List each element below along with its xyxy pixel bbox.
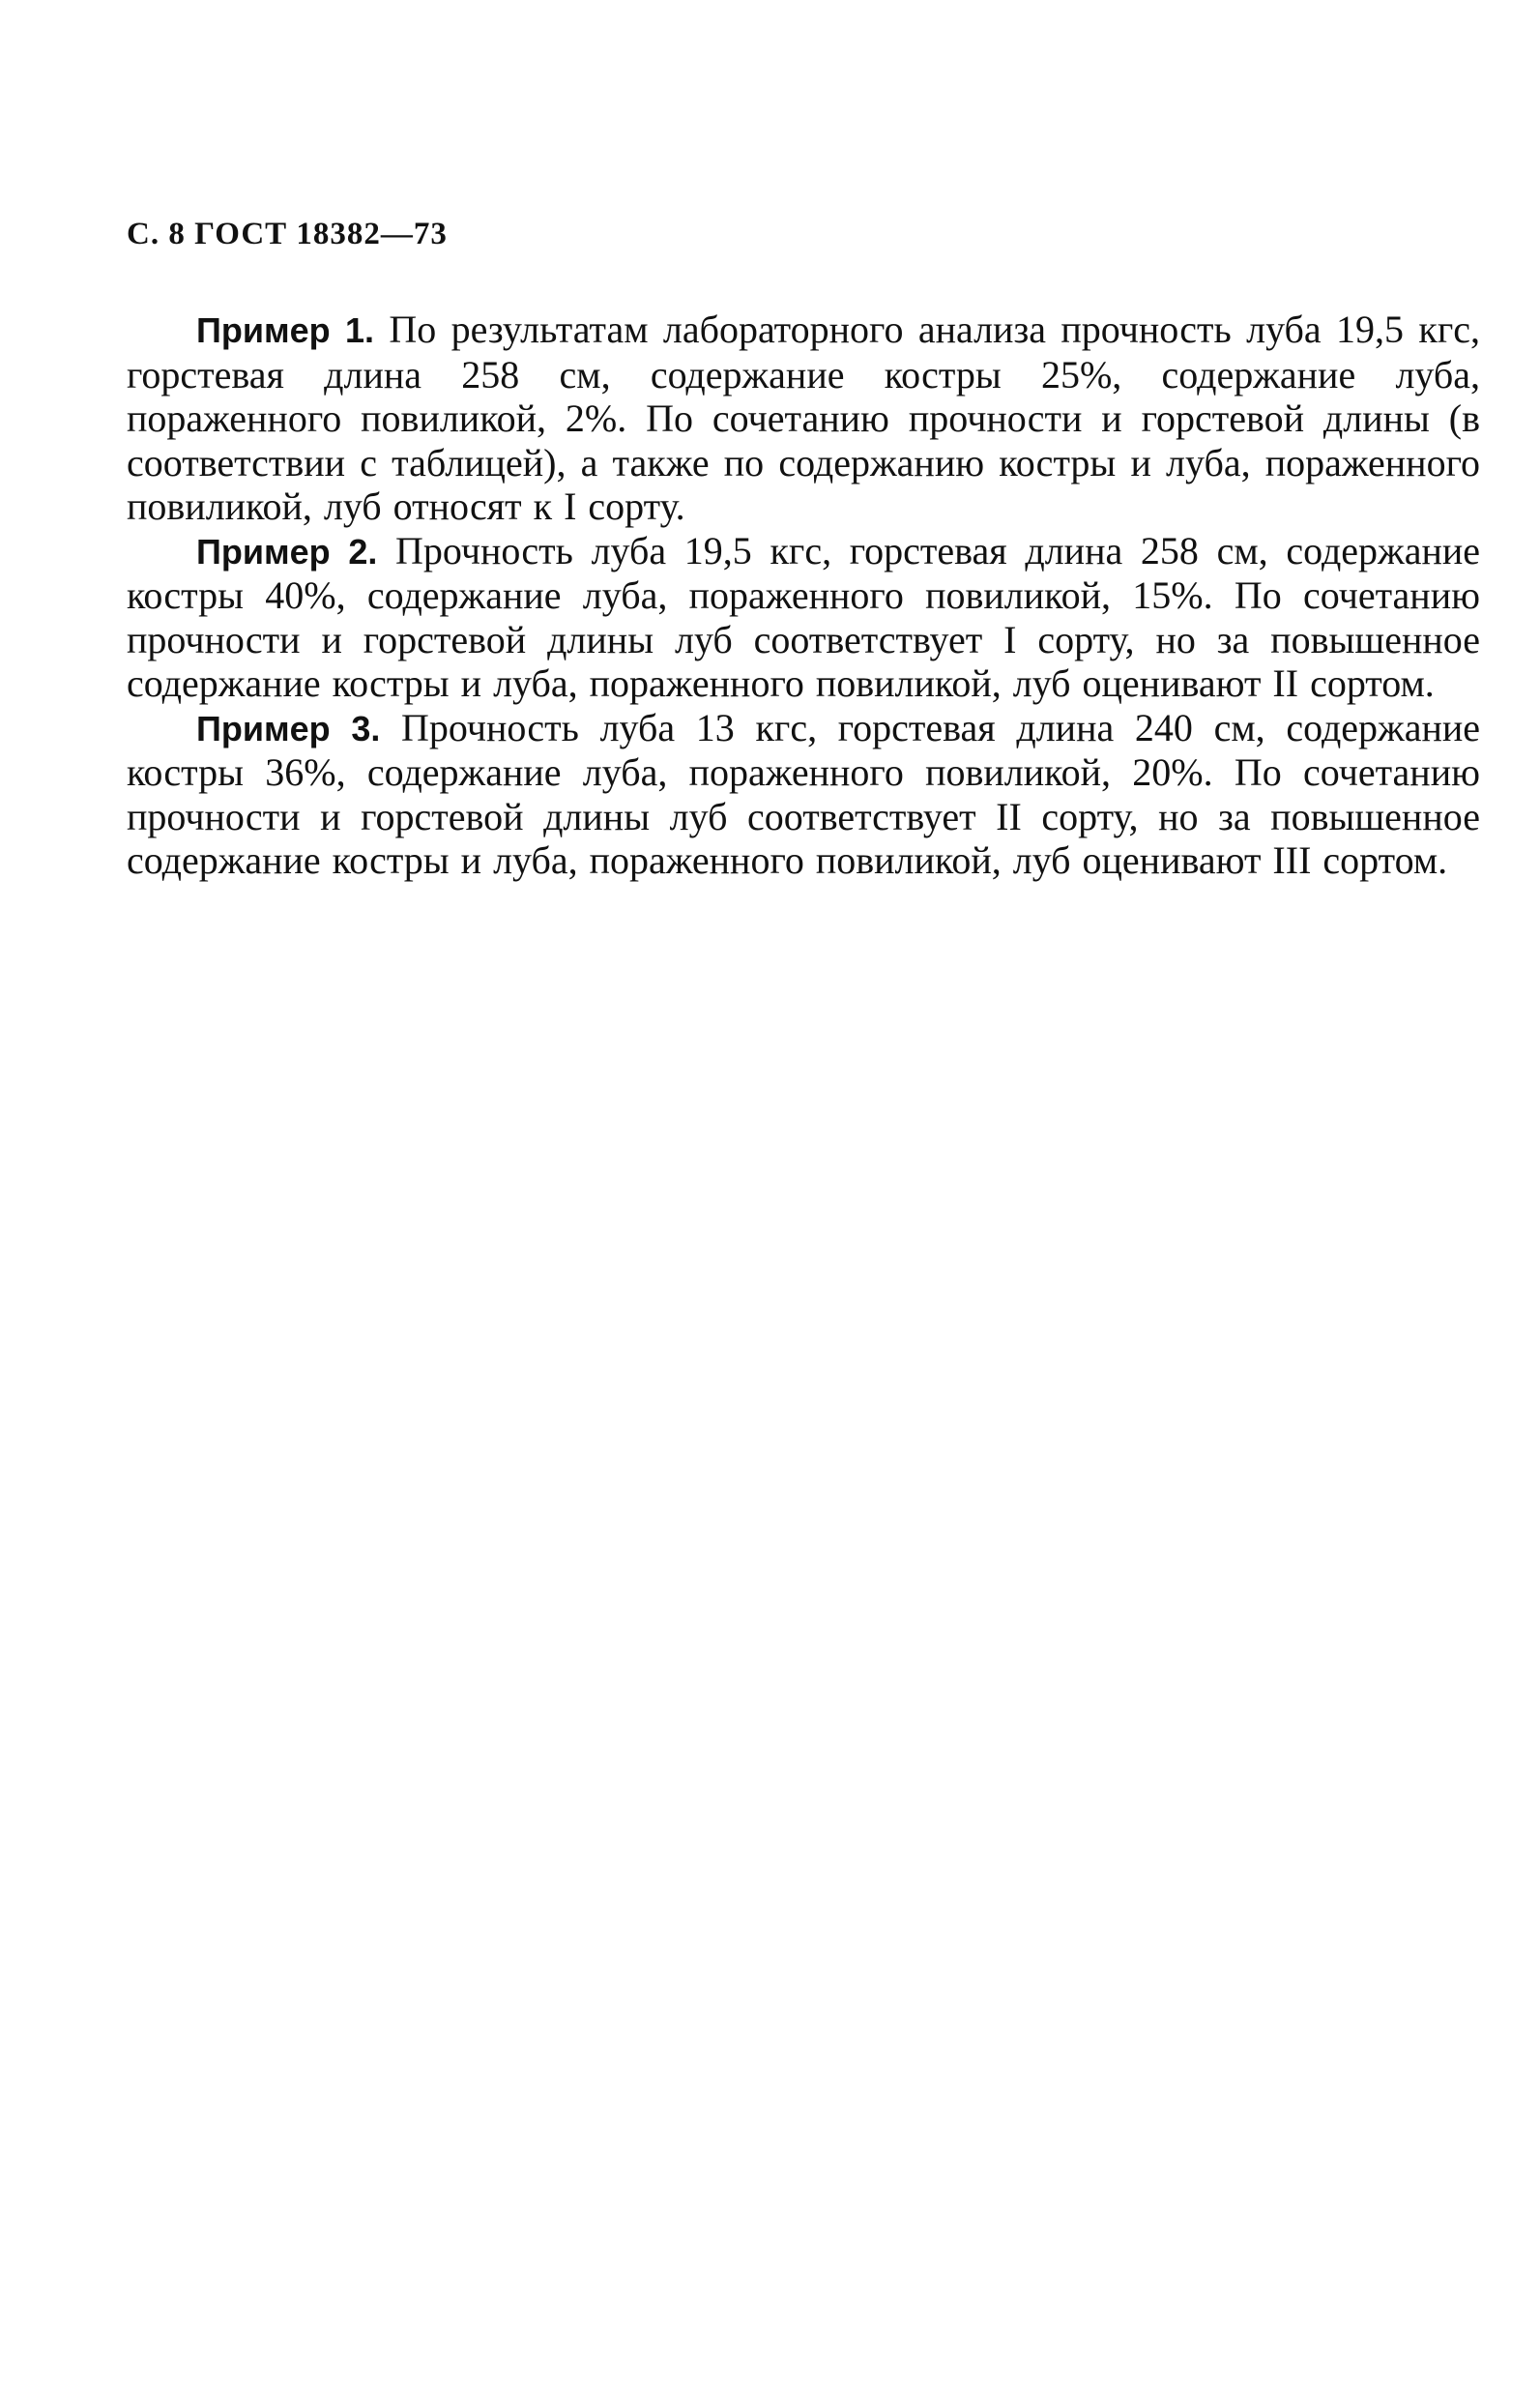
examples-section — [127, 308, 1480, 883]
page-header: С. 8 ГОСТ 18382—73 — [127, 217, 448, 251]
example-1-label: Пример 1. — [196, 310, 375, 350]
example-1-text: По результатам лабораторного анализа прочность луба 19,5 кгс, горстевая длина 258 см, содержание костры 25%, содержание луба, пораженного повиликой, 2%. По сочетанию прочности и горстевой длины (в соответствии с таблицей), а также по содержанию костры и луба, пораженного повиликой, луб относят к I сорту. — [127, 308, 1480, 528]
example-3-label: Пример 3. — [196, 708, 381, 748]
example-3-text: Прочность луба 13 кгс, горстевая длина 240 см, содержание костры 36%, содержание луба, пораженного повиликой, 20%. По сочетанию прочности и горстевой длины луб соответствует II сорту, но за повышенное содержание костры и луба, пораженного повиликой, луб оценивают III сортом. — [127, 705, 1481, 882]
example-2-text: Прочность луба 19,5 кгс, горстевая длина 258 см, содержание костры 40%, содержание луба, пораженного повиликой, 15%. По сочетанию прочности и горстевой длины луб соответствует I сорту, но за повышенное содержание костры и луба, пораженного повиликой, луб оценивают II сортом. — [127, 528, 1481, 705]
example-1-paragraph — [127, 308, 1480, 529]
example-2-label: Пример 2. — [196, 531, 378, 572]
example-2-paragraph — [127, 529, 1480, 706]
example-3-paragraph — [127, 706, 1480, 883]
